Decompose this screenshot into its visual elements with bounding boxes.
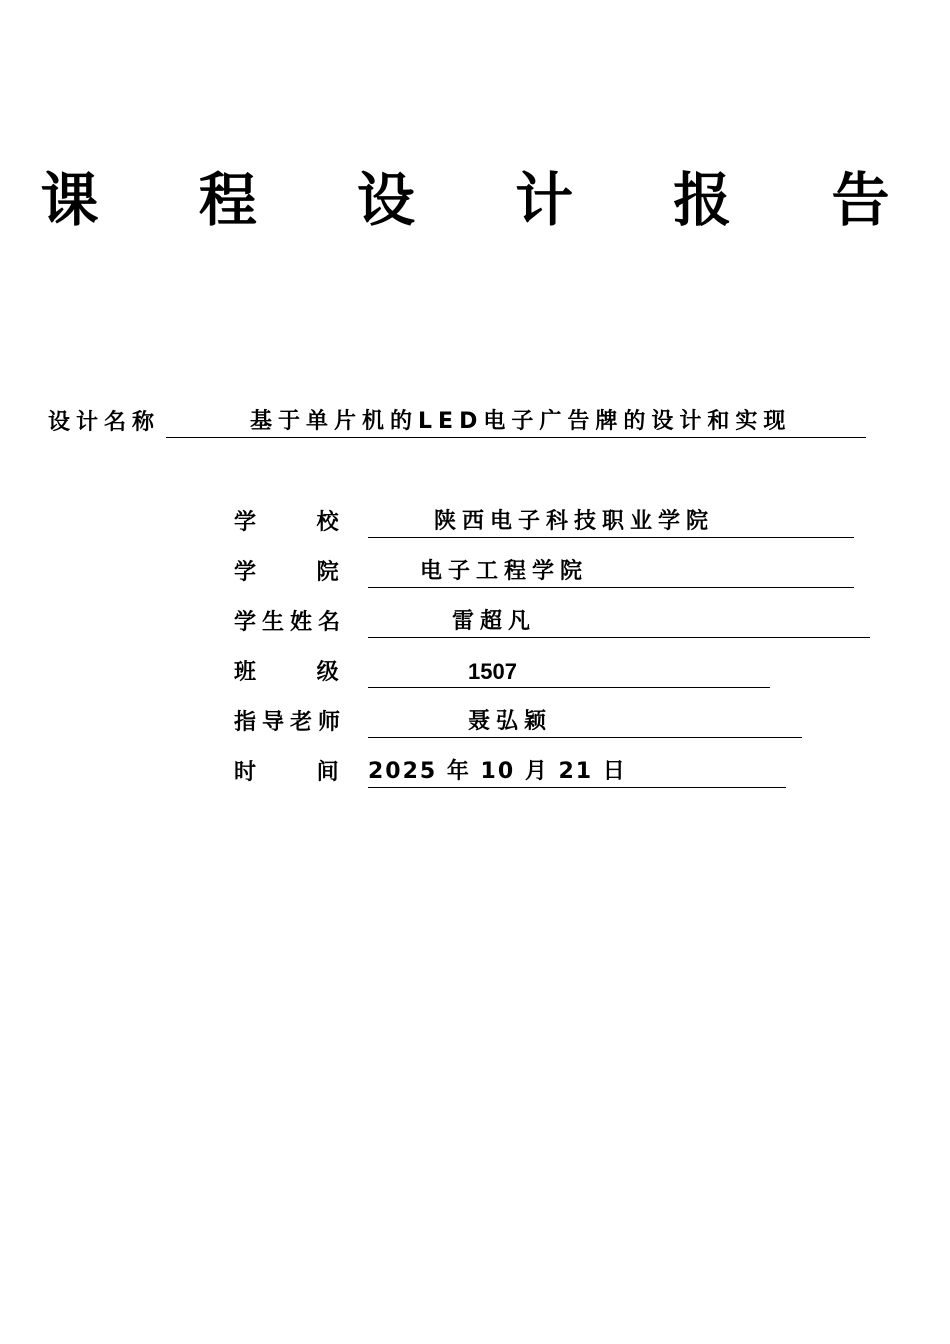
student-value: 雷超凡 bbox=[452, 609, 537, 634]
design-name-value: 基于单片机的LED电子广告牌的设计和实现 bbox=[250, 409, 792, 434]
school-row bbox=[234, 504, 854, 538]
class-field bbox=[368, 657, 770, 688]
college-value: 电子工程学院 bbox=[420, 559, 589, 584]
school-label bbox=[234, 508, 362, 538]
advisor-label: 指导老师 bbox=[234, 710, 347, 735]
student-field bbox=[368, 607, 870, 638]
advisor-row bbox=[234, 704, 802, 738]
advisor-field bbox=[368, 707, 802, 738]
advisor-value: 聂弘颖 bbox=[468, 709, 553, 734]
class-label: 班 级 bbox=[234, 660, 345, 685]
school-field bbox=[368, 507, 854, 538]
date-label: 时 间 bbox=[234, 760, 345, 785]
school-value: 陕西电子科技职业学院 bbox=[434, 509, 715, 534]
college-row bbox=[234, 554, 854, 588]
student-row bbox=[234, 604, 870, 638]
date-value: 2025 年 10 月 21 日 bbox=[368, 759, 627, 784]
date-field bbox=[368, 757, 786, 788]
student-label: 学生姓名 bbox=[234, 610, 347, 635]
college-field bbox=[368, 557, 854, 588]
college-label: 学 院 bbox=[234, 560, 345, 585]
report-title: 课 程 设 计 报 告 bbox=[40, 166, 930, 234]
design-name-field bbox=[166, 407, 866, 438]
date-row bbox=[234, 754, 786, 788]
school-label-text: 学 校 bbox=[234, 510, 345, 535]
design-name-label: 设计名称 bbox=[48, 410, 161, 435]
design-name-row bbox=[48, 404, 866, 438]
class-value: 1507 bbox=[468, 659, 517, 684]
class-row bbox=[234, 654, 770, 688]
